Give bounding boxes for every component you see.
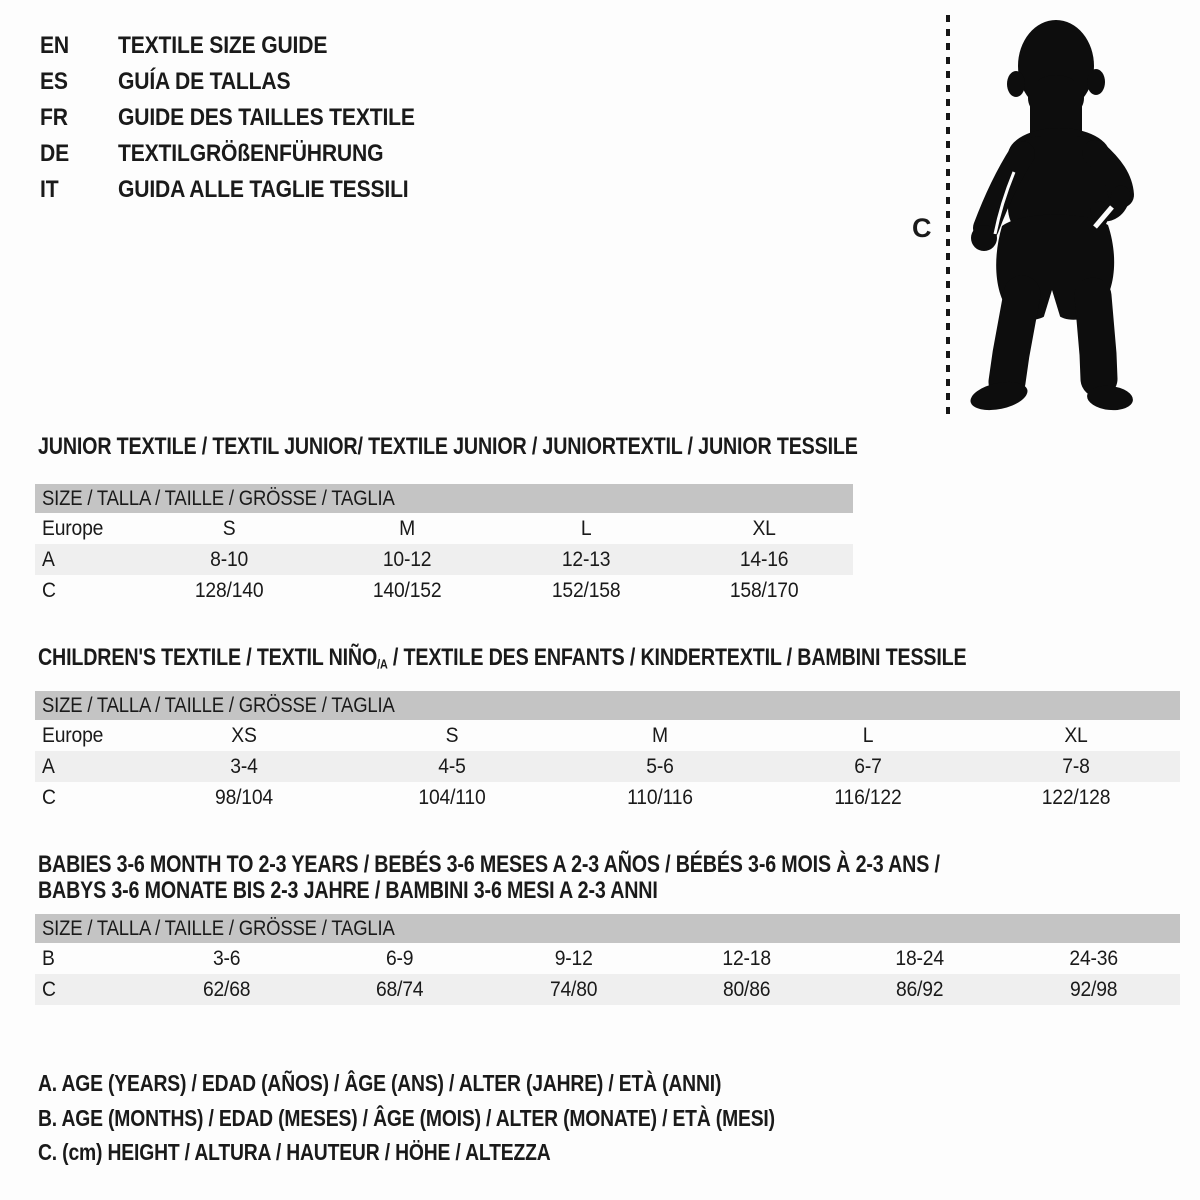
size-cell: L	[580, 516, 591, 540]
title-text: / TEXTILE DES ENFANTS / KINDERTEXTIL / BAMBINI TESSILE	[387, 644, 967, 671]
junior-textile-section	[35, 433, 858, 606]
table-row-age	[35, 751, 1180, 782]
lang-row-de	[40, 136, 455, 172]
table-row-months	[35, 943, 1180, 974]
title-text: CHILDREN'S TEXTILE / TEXTIL NIÑO	[38, 644, 378, 671]
size-cell: XS	[231, 723, 257, 747]
lang-title-fr: GUIDE DES TAILLES TEXTILE	[118, 104, 415, 131]
table-row-height	[35, 974, 1180, 1005]
table-row-height	[35, 575, 853, 606]
size-cell: 9-12	[554, 946, 593, 970]
measurement-legend	[38, 1066, 915, 1170]
size-cell: 7-8	[1062, 754, 1090, 778]
childrens-section-title	[35, 645, 1180, 671]
size-cell: 86/92	[896, 977, 944, 1001]
size-cell: 24-36	[1069, 946, 1118, 970]
lang-row-es	[40, 64, 455, 100]
size-cell: M	[399, 516, 416, 540]
lang-code-es: ES	[40, 68, 68, 95]
size-header-bar: SIZE / TALLA / TAILLE / GRÖSSE / TAGLIA	[35, 914, 1180, 943]
size-cell: 12-13	[561, 547, 610, 571]
row-values	[140, 517, 853, 541]
row-values	[140, 947, 1180, 971]
lang-row-en	[40, 28, 455, 64]
row-values	[140, 724, 1180, 748]
legend-line-b: B. AGE (MONTHS) / EDAD (MESES) / ÂGE (MOIS) / ALTER (MONATE) / ETÀ (MESI)	[38, 1104, 775, 1131]
language-title-list	[40, 28, 455, 208]
size-cell: 18-24	[895, 946, 945, 970]
table-row-europe	[35, 720, 1180, 751]
size-cell: 14-16	[739, 547, 789, 571]
size-cell: 62/68	[202, 977, 251, 1001]
lang-row-it	[40, 172, 455, 208]
size-cell: 3-4	[230, 754, 258, 778]
size-cell: 92/98	[1069, 977, 1118, 1001]
lang-code-it: IT	[40, 176, 59, 203]
size-cell: 10-12	[383, 547, 432, 571]
table-row-age	[35, 544, 853, 575]
size-cell: 74/80	[549, 977, 598, 1001]
childrens-textile-section	[35, 645, 1180, 813]
row-label: C	[42, 977, 56, 1001]
size-cell: 128/140	[194, 578, 264, 602]
row-values	[140, 978, 1180, 1002]
row-values	[140, 548, 853, 572]
babies-textile-section	[35, 852, 1180, 1005]
size-cell: 152/158	[551, 578, 620, 602]
lang-code-de: DE	[40, 140, 69, 167]
height-measure-label: C	[912, 213, 932, 243]
size-cell: 104/110	[418, 785, 486, 809]
legend-line-c: C. (cm) HEIGHT / ALTURA / HAUTEUR / HÖHE / ALTEZZA	[38, 1139, 551, 1165]
row-label: C	[42, 785, 56, 809]
row-label: C	[42, 578, 56, 602]
size-cell: 68/74	[376, 977, 424, 1001]
size-cell: 116/122	[834, 785, 902, 809]
size-cell: 98/104	[215, 785, 273, 809]
lang-title-de: TEXTILGRÖßENFÜHRUNG	[118, 140, 384, 167]
size-cell: 6-7	[854, 754, 882, 778]
lang-title-it: GUIDA ALLE TAGLIE TESSILI	[118, 176, 409, 203]
row-label: B	[42, 946, 55, 970]
table-row-height	[35, 782, 1180, 813]
junior-section-title: JUNIOR TEXTILE / TEXTIL JUNIOR/ TEXTILE JUNIOR / JUNIORTEXTIL / JUNIOR TESSILE	[38, 433, 858, 460]
table-row-europe	[35, 513, 853, 544]
lang-title-es: GUÍA DE TALLAS	[118, 68, 291, 95]
size-cell: L	[862, 723, 874, 747]
size-cell: 5-6	[646, 754, 674, 778]
row-values	[140, 755, 1180, 779]
row-label: Europe	[42, 723, 104, 747]
size-cell: 3-6	[212, 946, 241, 970]
lang-code-en: EN	[40, 32, 69, 59]
height-dashed-line	[946, 15, 950, 415]
size-cell: 4-5	[438, 754, 466, 778]
size-cell: 110/116	[627, 785, 693, 809]
size-cell: 140/152	[373, 578, 442, 602]
lang-code-fr: FR	[40, 104, 68, 131]
row-label: A	[42, 754, 55, 778]
size-cell: 6-9	[386, 946, 414, 970]
babies-section-title-line1: BABIES 3-6 MONTH TO 2-3 YEARS / BEBÉS 3-6 MESES A 2-3 AÑOS / BÉBÉS 3-6 MOIS À 2-3 ANS /	[38, 851, 940, 878]
size-cell: S	[222, 516, 236, 540]
lang-title-en: TEXTILE SIZE GUIDE	[118, 32, 328, 59]
babies-section-title-line2: BABYS 3-6 MONATE BIS 2-3 JAHRE / BAMBINI 3-6 MESI A 2-3 ANNI	[38, 877, 658, 904]
toddler-silhouette-icon	[958, 14, 1138, 412]
size-cell: M	[652, 723, 668, 747]
size-cell: S	[445, 723, 459, 747]
size-cell: 12-18	[722, 946, 771, 970]
lang-row-fr	[40, 100, 455, 136]
size-cell: 122/128	[1041, 785, 1111, 809]
size-cell: XL	[752, 516, 776, 540]
size-header-bar: SIZE / TALLA / TAILLE / GRÖSSE / TAGLIA	[35, 691, 1180, 720]
row-values	[140, 786, 1180, 810]
row-values	[140, 579, 853, 603]
size-cell: 8-10	[210, 547, 249, 571]
legend-line-a: A. AGE (YEARS) / EDAD (AÑOS) / ÂGE (ANS) / ALTER (JAHRE) / ETÀ (ANNI)	[38, 1070, 722, 1096]
size-cell: XL	[1064, 723, 1088, 747]
size-header-bar: SIZE / TALLA / TAILLE / GRÖSSE / TAGLIA	[35, 484, 853, 513]
title-subscript: /A	[377, 656, 388, 672]
row-label: Europe	[42, 516, 104, 540]
row-label: A	[42, 547, 55, 571]
size-cell: 80/86	[722, 977, 771, 1001]
size-cell: 158/170	[729, 578, 799, 602]
